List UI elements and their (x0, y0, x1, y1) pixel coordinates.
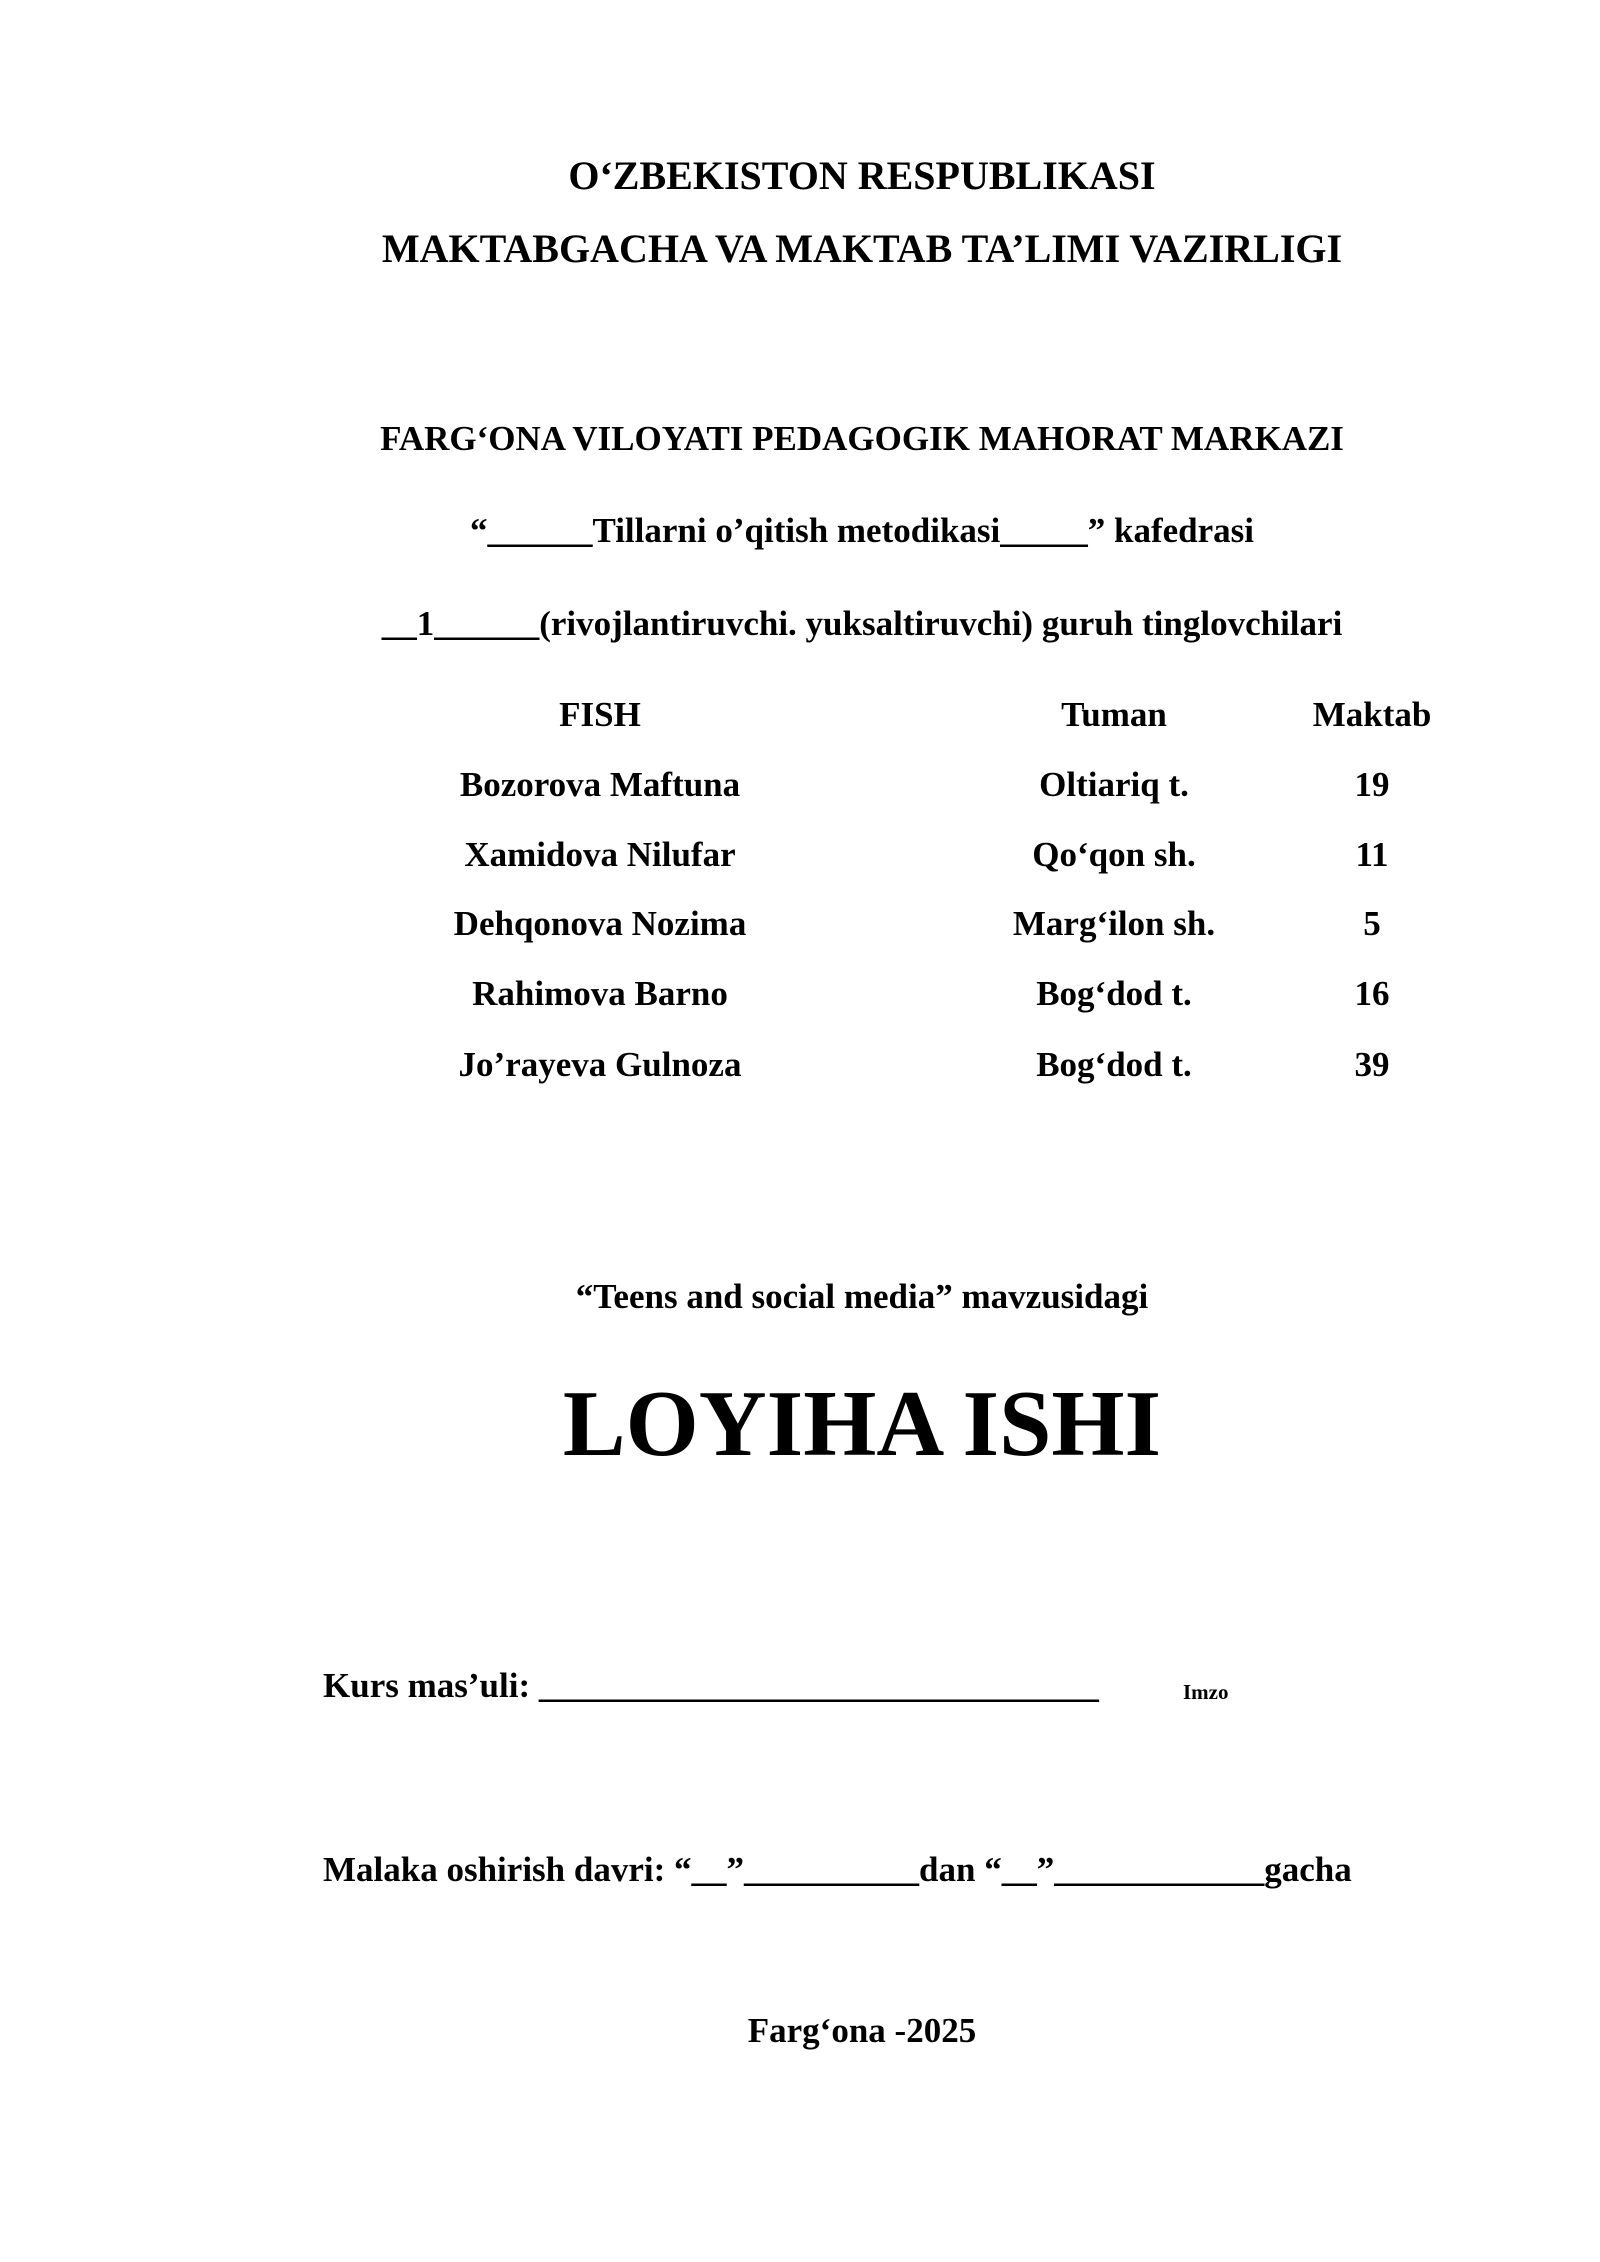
participant-district: Bog‘dod t. (1036, 974, 1192, 1013)
table-header-fish: FISH (559, 695, 641, 734)
participant-school: 11 (1355, 835, 1389, 874)
ministry-heading: MAKTABGACHA VA MAKTAB TA’LIMI VAZIRLIGI (381, 226, 1343, 271)
document-title: LOYIHA ISHI (562, 1372, 1162, 1476)
participant-name: Rahimova Barno (472, 974, 728, 1013)
participant-name: Bozorova Maftuna (459, 765, 741, 804)
participant-district: Bog‘dod t. (1036, 1045, 1192, 1084)
participant-district: Oltiariq t. (1039, 765, 1189, 804)
table-header-maktab: Maktab (1312, 695, 1432, 734)
signature-label: Imzo (1183, 1680, 1229, 1704)
period-line: Malaka oshirish davri: “__”__________dan “__”____________gacha (323, 1850, 1352, 1889)
participant-district: Qo‘qon sh. (1032, 835, 1196, 874)
footer-city-year: Farg‘ona -2025 (747, 2011, 977, 2050)
department-line: “______Tillarni o’qitish metodikasi_____” kafedrasi (469, 511, 1254, 550)
participant-school: 16 (1354, 974, 1390, 1013)
country-heading: O‘ZBEKISTON RESPUBLIKASI (568, 153, 1156, 198)
participant-school: 19 (1354, 765, 1390, 804)
course-responsible-line (323, 1666, 1099, 1706)
course-responsible-label: Kurs mas’uli: ________________________________ (323, 1666, 1099, 1705)
participant-name: Jo’rayeva Gulnoza (458, 1045, 742, 1084)
participant-name: Dehqonova Nozima (453, 904, 747, 943)
participant-school: 5 (1363, 904, 1381, 943)
participant-district: Marg‘ilon sh. (1012, 904, 1216, 943)
participant-name: Xamidova Nilufar (464, 835, 736, 874)
participant-school: 39 (1354, 1045, 1390, 1084)
group-line: __1______(rivojlantiruvchi. yuksaltiruvchi) guruh tinglovchilari (381, 604, 1343, 643)
center-heading: FARG‘ONA VILOYATI PEDAGOGIK MAHORAT MARKAZI (380, 419, 1344, 458)
table-header-tuman: Tuman (1061, 695, 1167, 734)
topic-line: “Teens and social media” mavzusidagi (575, 1277, 1149, 1316)
